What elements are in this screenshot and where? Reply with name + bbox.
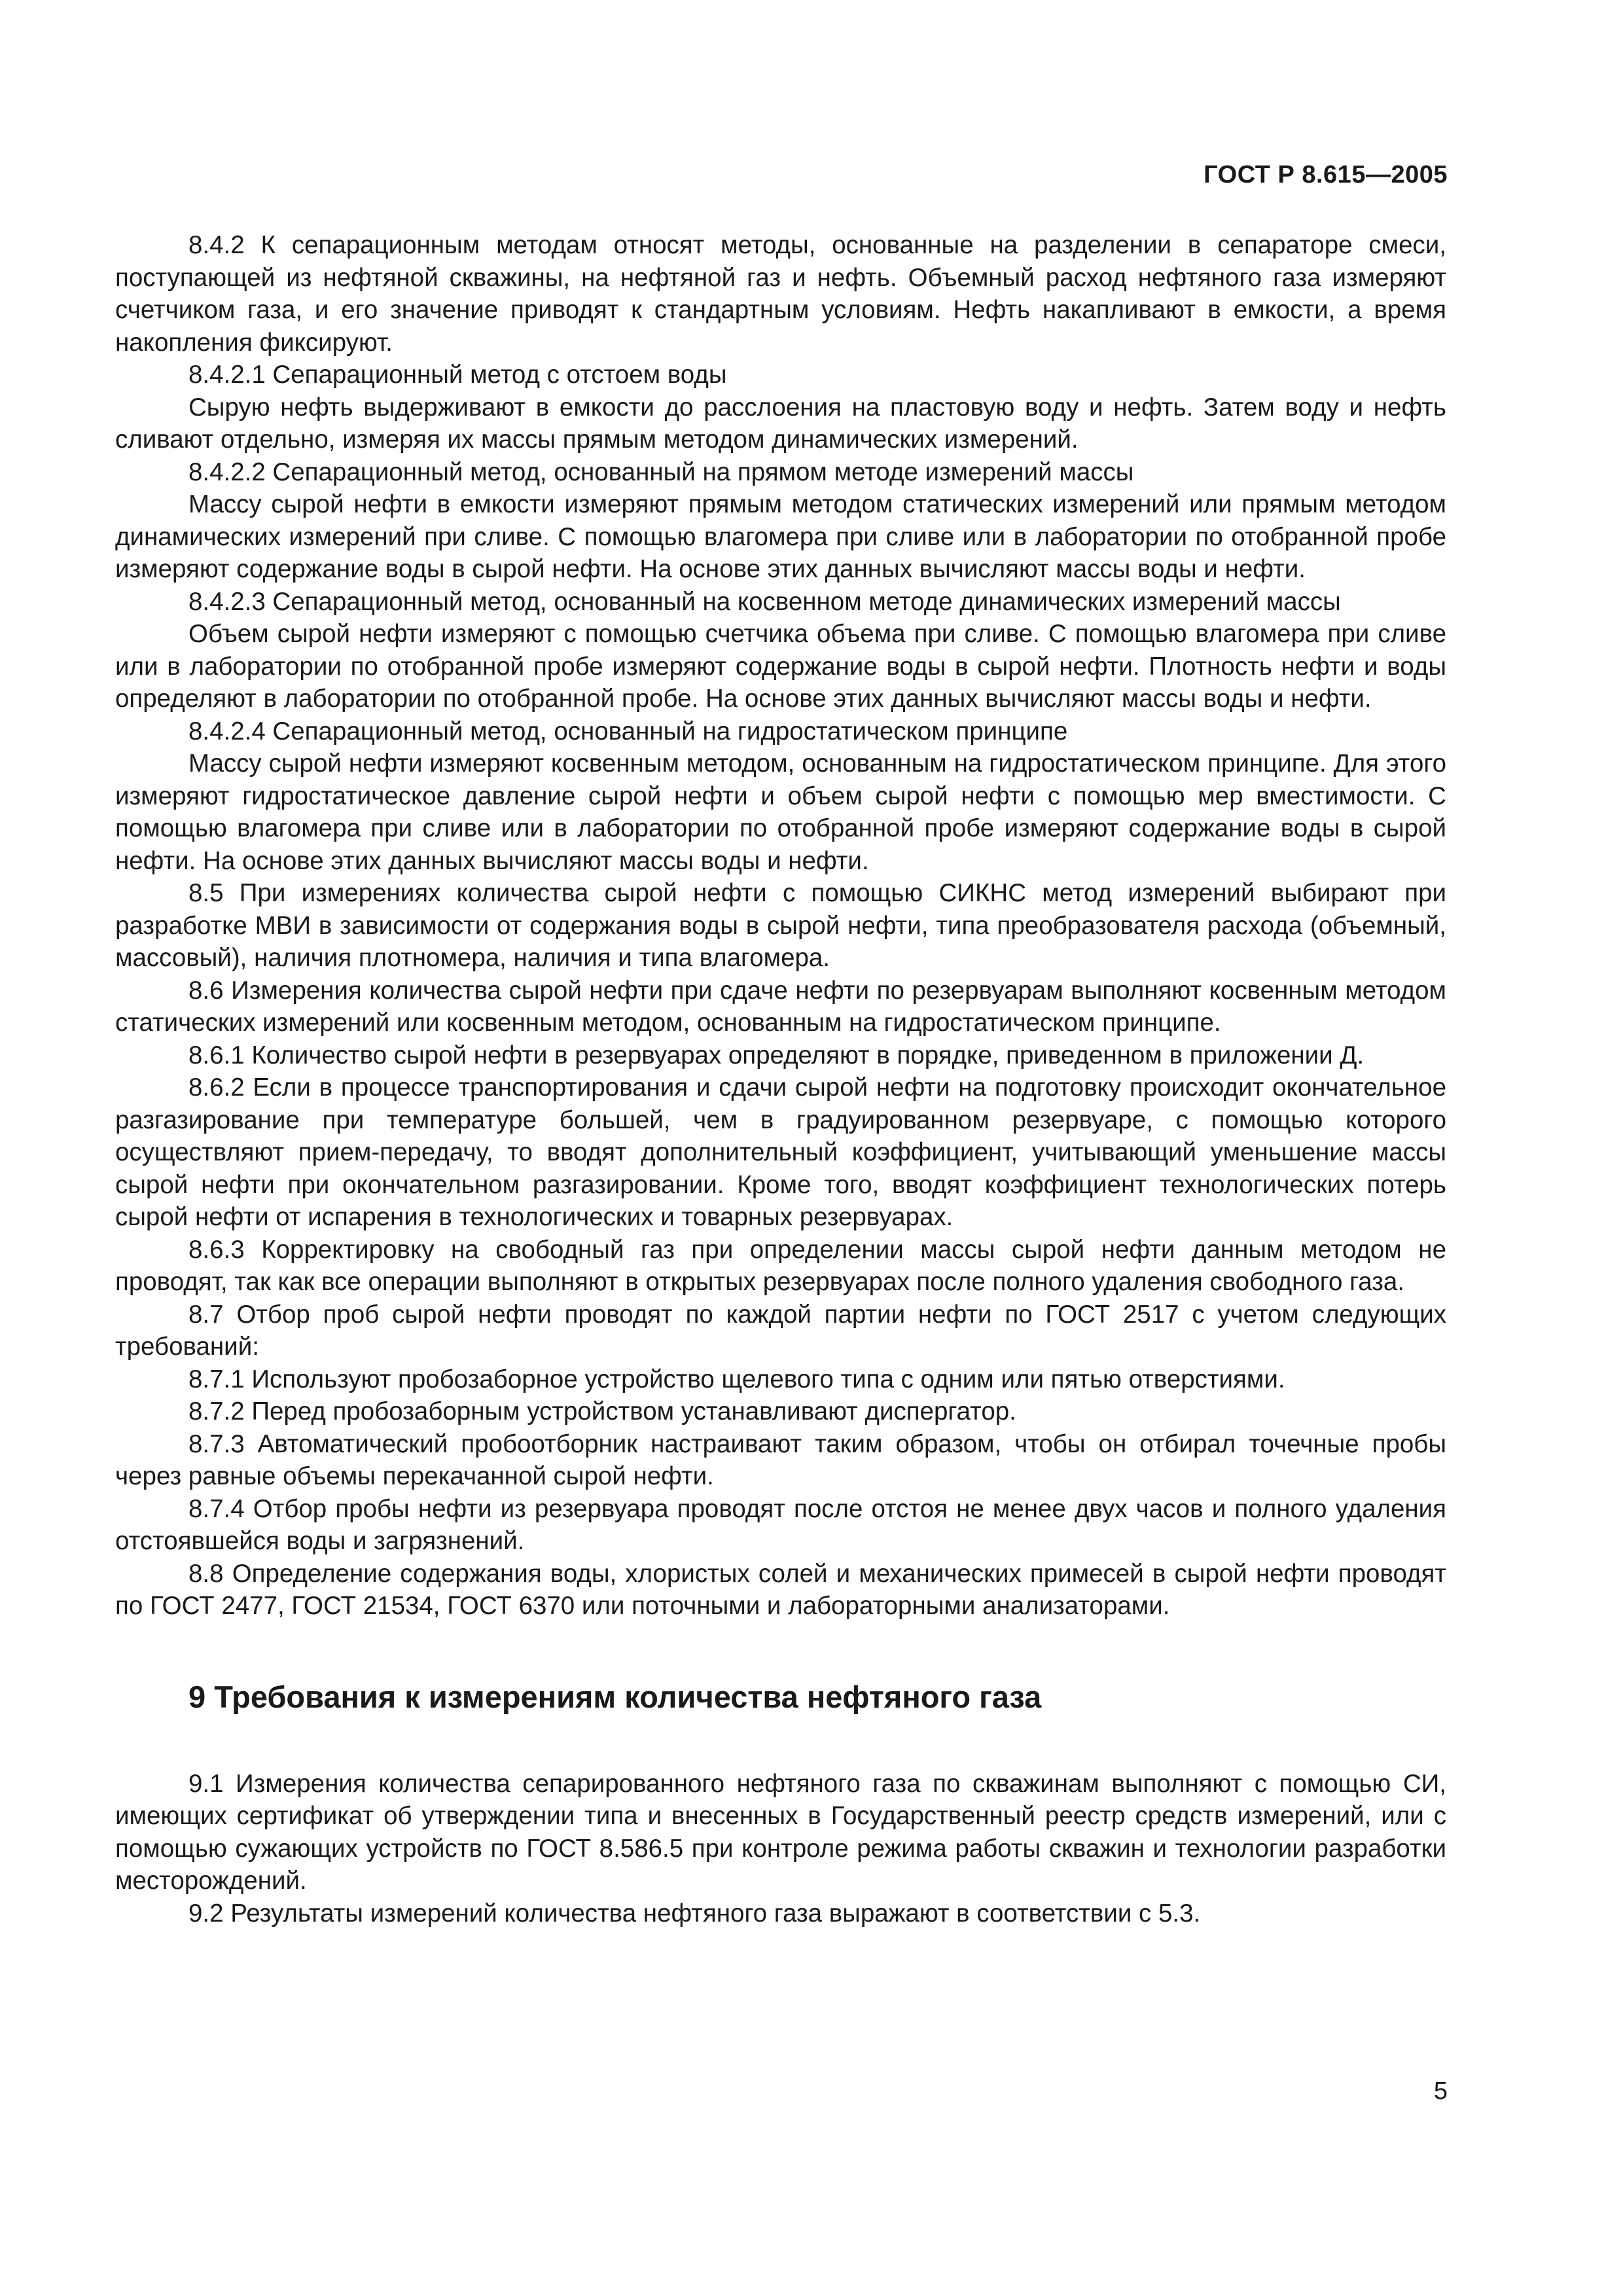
paragraph-8-7-4: 8.7.4 Отбор пробы нефти из резервуара проводят после отстоя не менее двух часов и полного удаления отстоявшейся воды и загрязнений. bbox=[115, 1494, 1446, 1555]
document-code: ГОСТ Р 8.615—2005 bbox=[1204, 161, 1448, 188]
document-body bbox=[115, 229, 1446, 1929]
paragraph-8-5: 8.5 При измерениях количества сырой нефти с помощью СИКНС метод измерений выбирают при разработке МВИ в зависимости от содержания воды в сырой нефти, типа преобразователя расхода (объемный, массовый), наличия плотномера, наличия и типа влагомера. bbox=[115, 879, 1446, 972]
paragraph-8-6-3: 8.6.3 Корректировку на свободный газ при определении массы сырой нефти данным методом не проводят, так как все операции выполняют в открытых резервуарах после полного удаления свободного газа. bbox=[115, 1235, 1446, 1296]
paragraph-8-6-1: 8.6.1 Количество сырой нефти в резервуарах определяют в порядке, приведенном в приложении Д. bbox=[188, 1041, 1364, 1069]
paragraph-8-7-1: 8.7.1 Используют пробозаборное устройство щелевого типа с одним или пятью отверстиями. bbox=[188, 1365, 1285, 1393]
paragraph-8-4-2-1: 8.4.2.1 Сепарационный метод с отстоем воды bbox=[188, 361, 727, 389]
paragraph-8-7-2: 8.7.2 Перед пробозаборным устройством устанавливают диспергатор. bbox=[188, 1397, 1016, 1426]
section-9-heading: 9 Требования к измерениям количества нефтяного газа bbox=[188, 1679, 1042, 1714]
paragraph-8-6-2: 8.6.2 Если в процессе транспортирования и сдачи сырой нефти на подготовку происходит окончательное разгазирование при температуре большей, чем в градуированном резервуаре, с помощью которого осуществляют прием-передачу, то вводят дополнительный коэффициент, учитывающий уменьшение массы сырой нефти при окончательном разгазировании. Кроме того, вводят коэффициент технологических потерь сырой нефти от испарения в технологических и товарных резервуарах. bbox=[115, 1073, 1446, 1231]
paragraph-8-4-2-4: 8.4.2.4 Сепарационный метод, основанный на гидростатическом принципе bbox=[188, 717, 1068, 745]
paragraph-9-2: 9.2 Результаты измерений количества нефтяного газа выражают в соответствии с 5.3. bbox=[188, 1899, 1201, 1928]
paragraph-9-1: 9.1 Измерения количества сепарированного нефтяного газа по скважинам выполняют с помощью СИ, имеющих сертификат об утверждении типа и внесенных в Государственный реестр средств измерений, или с помощью сужающих устройств по ГОСТ 8.586.5 при контроле режима работы скважин и технологии разработки месторождений. bbox=[115, 1769, 1446, 1895]
paragraph-8-4-2-1-text: Сырую нефть выдерживают в емкости до расслоения на пластовую воду и нефть. Затем воду и нефть сливают отдельно, измеряя их массы прямым методом динамических измерений. bbox=[115, 393, 1446, 454]
paragraph-8-7-3: 8.7.3 Автоматический пробоотборник настраивают таким образом, чтобы он отбирал точечные пробы через равные объемы перекачанной сырой нефти. bbox=[115, 1429, 1446, 1490]
paragraph-8-4-2-2-text: Массу сырой нефти в емкости измеряют прямым методом статических измерений или прямым методом динамических измерений при сливе. С помощью влагомера при сливе или в лаборатории по отобранной пробе измеряют содержание воды в сырой нефти. На основе этих данных вычисляют массы воды и нефти. bbox=[115, 490, 1446, 583]
paragraph-8-4-2-3: 8.4.2.3 Сепарационный метод, основанный на косвенном методе динамических измерений массы bbox=[188, 587, 1341, 616]
paragraph-8-4-2-4-text: Массу сырой нефти измеряют косвенным методом, основанным на гидростатическом принципе. Для этого измеряют гидростатическое давление сырой нефти и объем сырой нефти с помощью мер вместимости. С помощью влагомера при сливе или в лаборатории по отобранной пробе измеряют содержание воды в сырой нефти. На основе этих данных вычисляют массы воды и нефти. bbox=[115, 749, 1446, 875]
paragraph-8-4-2-3-text: Объем сырой нефти измеряют с помощью счетчика объема при сливе. С помощью влагомера при сливе или в лаборатории по отобранной пробе измеряют содержание воды в сырой нефти. Плотность нефти и воды определяют в лаборатории по отобранной пробе. На основе этих данных вычисляют массы воды и нефти. bbox=[115, 620, 1446, 713]
paragraph-8-4-2-2: 8.4.2.2 Сепарационный метод, основанный на прямом методе измерений массы bbox=[188, 457, 1134, 486]
paragraph-8-8: 8.8 Определение содержания воды, хлористых солей и механических примесей в сырой нефти проводят по ГОСТ 2477, ГОСТ 21534, ГОСТ 6370 или поточными и лабораторными анализаторами. bbox=[115, 1559, 1446, 1620]
page-number: 5 bbox=[1433, 2077, 1448, 2105]
paragraph-8-7: 8.7 Отбор проб сырой нефти проводят по каждой партии нефти по ГОСТ 2517 с учетом следующих требований: bbox=[115, 1300, 1446, 1361]
paragraph-8-6: 8.6 Измерения количества сырой нефти при сдаче нефти по резервуарам выполняют косвенным методом статических измерений или косвенным методом, основанным на гидростатическом принципе. bbox=[115, 976, 1446, 1037]
paragraph-8-4-2: 8.4.2 К сепарационным методам относят методы, основанные на разделении в сепараторе смеси, поступающей из нефтяной скважины, на нефтяной газ и нефть. Объемный расход нефтяного газа измеряют счетчиком газа, и его значение приводят к стандартным условиям. Нефть накапливают в емкости, а время накопления фиксируют. bbox=[115, 231, 1446, 357]
